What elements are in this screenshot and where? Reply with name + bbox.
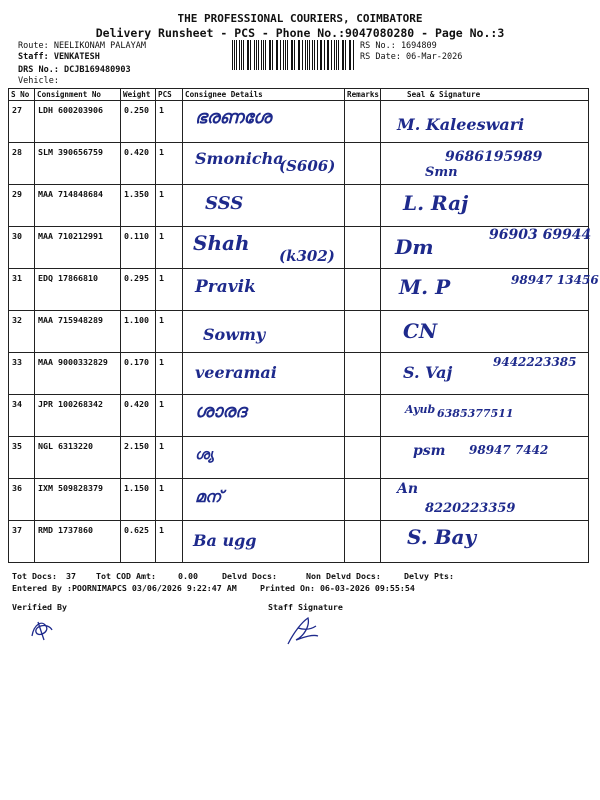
row-seal-signature [381,101,589,143]
consignee-handwriting: Pravik [195,277,256,297]
row-consignment-no: SLM 390656759 [35,143,121,185]
row-remarks [345,521,381,563]
table-row [9,395,589,437]
row-sno: 36 [9,479,35,521]
row-pcs: 1 [156,521,183,563]
row-weight: 0.250 [121,101,156,143]
consignee-handwriting: SSS [205,193,244,214]
row-consignee-details [183,395,345,437]
row-sno: 33 [9,353,35,395]
consignee-handwriting: veeramai [195,363,277,382]
signature-handwriting: 9686195989 [445,149,543,165]
row-weight: 1.150 [121,479,156,521]
consignee-flat-number: (k302) [279,247,335,265]
row-seal-signature [381,227,592,269]
row-weight: 1.350 [121,185,156,227]
header-consignment: Consignment No [35,89,121,101]
row-consignee-details [183,311,345,353]
signature-handwriting: psm [413,443,446,459]
row-remarks [345,227,381,269]
table-row [9,521,589,563]
signature-handwriting: L. Raj [403,191,469,215]
row-weight: 1.100 [121,311,156,353]
consignee-handwriting: Shah [193,231,250,255]
row-sno: 31 [9,269,35,311]
header-sno: S No [9,89,35,101]
row-consignment-no: MAA 9000332829 [35,353,121,395]
row-sno: 34 [9,395,35,437]
row-sno: 28 [9,143,35,185]
header-weight: Weight [121,89,156,101]
signature-phone-note: 96903 69944 [489,227,592,243]
delvd-docs-label: Delvd Docs: [222,571,277,581]
row-consignment-no: EDQ 17866810 [35,269,121,311]
row-weight: 0.295 [121,269,156,311]
row-consignee-details [183,101,345,143]
header-signature: Seal & Signature [381,89,589,101]
non-delvd-docs-label: Non Delvd Docs: [306,571,381,581]
staff-label: Staff: VENKATESH [18,52,100,62]
row-pcs: 1 [156,395,183,437]
row-remarks [345,269,381,311]
row-consignee-details [183,521,345,563]
verified-by-signature [28,616,58,644]
row-remarks [345,311,381,353]
rs-number: RS No.: 1694809 [360,41,437,51]
verified-by-label: Verified By [12,602,67,612]
table-row [9,353,589,395]
row-consignee-details [183,185,345,227]
signature-handwriting: S. Vaj [403,363,453,382]
row-seal-signature [381,269,599,311]
signature-handwriting: M. P [399,275,451,299]
tot-cod-value: 0.00 [178,571,198,581]
row-sno: 32 [9,311,35,353]
row-seal-signature [381,395,589,437]
row-remarks [345,437,381,479]
table-row [9,311,589,353]
signature-phone-note: 9442223385 [493,355,577,369]
row-weight: 0.420 [121,395,156,437]
table-row [9,143,589,185]
row-remarks [345,395,381,437]
row-consignment-no: NGL 6313220 [35,437,121,479]
row-pcs: 1 [156,311,183,353]
row-pcs: 1 [156,269,183,311]
consignee-handwriting: മന് [195,487,222,506]
row-seal-signature [381,353,589,395]
tot-docs-value: 37 [66,571,76,581]
staff-signature-label: Staff Signature [268,602,343,612]
row-seal-signature [381,479,589,521]
row-consignment-no: MAA 714848684 [35,185,121,227]
row-seal-signature [381,185,589,227]
consignee-handwriting: Smonicha [195,149,284,168]
row-sno: 29 [9,185,35,227]
table-row [9,185,589,227]
vehicle-label: Vehicle: [18,76,59,86]
signature-phone-note: 6385377511 [437,407,514,420]
table-row [9,437,589,479]
table-row [9,227,589,269]
table-row [9,269,589,311]
barcode-graphic [232,40,356,70]
company-title: THE PROFESSIONAL COURIERS, COIMBATORE [177,12,423,25]
row-weight: 2.150 [121,437,156,479]
row-consignment-no: MAA 710212991 [35,227,121,269]
header-consignee: Consignee Details [183,89,345,101]
row-consignee-details [183,269,345,311]
row-seal-signature [381,311,589,353]
consignee-handwriting: Ba ugg [193,531,257,550]
row-consignee-details [183,227,345,269]
consignee-handwriting: Sowmy [203,325,266,344]
row-sno: 37 [9,521,35,563]
row-pcs: 1 [156,101,183,143]
staff-signature-mark [284,612,324,650]
signature-handwriting: S. Bay [407,525,477,549]
row-weight: 0.170 [121,353,156,395]
row-remarks [345,101,381,143]
signature-phone-note: 98947 7442 [469,443,549,457]
route-label: Route: NEELIKONAM PALAYAM [18,41,146,51]
row-consignee-details [183,353,345,395]
row-seal-signature [381,437,589,479]
signature-handwriting: CN [403,319,438,343]
row-remarks [345,353,381,395]
signature-handwriting: M. Kaleeswari [397,115,525,134]
tot-cod-label: Tot COD Amt: [96,571,156,581]
table-row [9,479,589,521]
table-header-row [9,89,589,101]
row-pcs: 1 [156,479,183,521]
header-remarks: Remarks [345,89,381,101]
consignee-handwriting: ശ്യ [195,447,214,463]
rs-date: RS Date: 06-Mar-2026 [360,52,463,62]
row-pcs: 1 [156,185,183,227]
row-pcs: 1 [156,227,183,269]
tot-docs-label: Tot Docs: [12,571,57,581]
consignee-handwriting: ഭരണശേ [195,107,272,128]
row-consignment-no: LDH 600203906 [35,101,121,143]
row-remarks [345,185,381,227]
runsheet-table [8,88,599,563]
signature-phone-note: 8220223359 [425,501,516,516]
row-weight: 0.110 [121,227,156,269]
row-consignee-details [183,143,345,185]
row-seal-signature [381,143,589,185]
table-row [9,101,589,143]
row-weight: 0.625 [121,521,156,563]
signature-handwriting: Dm [395,235,434,259]
row-consignment-no: IXM 509828379 [35,479,121,521]
row-weight: 0.420 [121,143,156,185]
row-consignee-details [183,437,345,479]
row-pcs: 1 [156,437,183,479]
row-sno: 30 [9,227,35,269]
signature-handwriting: Ayub [405,403,436,416]
row-sno: 35 [9,437,35,479]
row-consignment-no: RMD 1737860 [35,521,121,563]
signature-handwriting: An [397,481,419,497]
row-remarks [345,479,381,521]
row-seal-signature [381,521,589,563]
printed-on: Printed On: 06-03-2026 09:55:54 [260,583,415,593]
signature-phone-note: Smn [425,165,458,180]
consignee-handwriting: ശാരദ [195,401,247,422]
consignee-flat-number: (S606) [279,157,336,175]
runsheet-subtitle: Delivery Runsheet - PCS - Phone No.:9047080280 - Page No.:3 [95,26,505,40]
row-sno: 27 [9,101,35,143]
row-pcs: 1 [156,143,183,185]
entered-by: Entered By :POORNIMAPCS 03/06/2026 9:22:47 AM [12,583,237,593]
signature-phone-note: 98947 13456 [511,273,599,287]
row-consignment-no: MAA 715948289 [35,311,121,353]
row-consignment-no: JPR 100268342 [35,395,121,437]
delvy-pts-label: Delvy Pts: [404,571,454,581]
drs-number: DRS No.: DCJB169480903 [18,65,131,75]
header-pcs: PCS [156,89,183,101]
row-pcs: 1 [156,353,183,395]
row-remarks [345,143,381,185]
row-consignee-details [183,479,345,521]
